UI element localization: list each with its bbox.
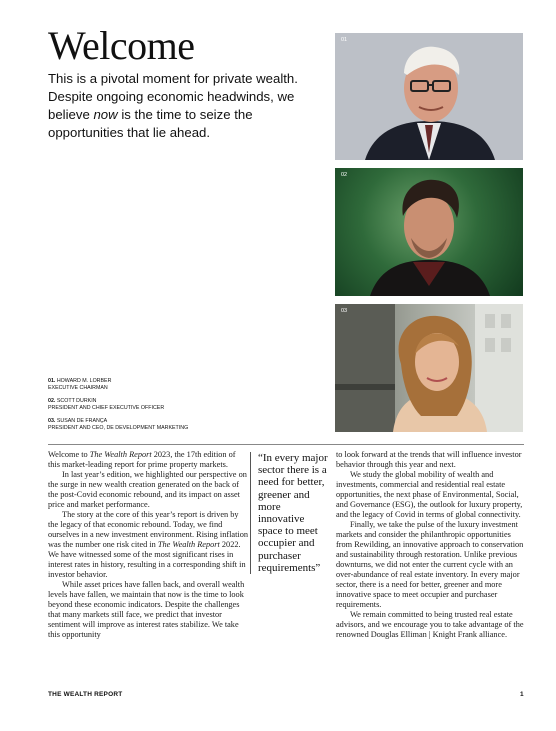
body-paragraph: In last year’s edition, we highlighted our perspective on the surge in new wealth creation generated on the back of the post-Covid economic rebound, and its impact on asset price and market performance. <box>48 470 247 509</box>
intro-text-1: This is a pivotal moment for private wealth. Despite ongoing economic headwinds, we believe <box>48 71 298 122</box>
photo-scott-durkin <box>335 168 523 296</box>
body-paragraph <box>48 510 248 580</box>
caption-1 <box>48 378 328 391</box>
body-column-3 <box>336 450 526 640</box>
pull-quote: “In every major sector there is a need for better, greener and more innovative space to meet occupier and purchaser requirements” <box>250 452 328 574</box>
body-paragraph: We remain committed to being trusted real estate advisors, and we encourage you to take advantage of the renowned Douglas Elliman | Knight Frank alliance. <box>336 610 524 639</box>
page-title: Welcome <box>48 23 195 68</box>
photo-howard-lorber <box>335 33 523 160</box>
body-text: 2023, the 17th edition of this market-leading report for prime property markets. <box>48 450 236 469</box>
caption-number: 01. <box>48 378 56 384</box>
publication-title: The Wealth Report <box>157 540 220 549</box>
publication-title: The Wealth Report <box>89 450 152 459</box>
caption-role: PRESIDENT AND CEO, DE DEVELOPMENT MARKETING <box>48 424 189 431</box>
intro-paragraph <box>48 70 298 142</box>
caption-role: EXECUTIVE CHAIRMAN <box>48 384 108 391</box>
body-paragraph: We study the global mobility of wealth and investments, commercial and residential real estate opportunities, the next phase of Environmental, Social, and Governance (ESG), the outlook for luxury property, and the legacy of Covid in terms of global connectivity. <box>336 470 523 519</box>
photo-number: 03 <box>341 308 348 314</box>
photo-captions <box>48 378 328 438</box>
caption-2 <box>48 398 328 411</box>
caption-number: 03. <box>48 418 56 424</box>
photo-number: 02 <box>341 172 348 178</box>
portrait-image <box>335 168 523 296</box>
body-column-1 <box>48 450 248 640</box>
body-paragraph <box>48 450 248 470</box>
page-number: 1 <box>520 691 524 698</box>
portrait-image <box>335 33 523 160</box>
caption-number: 02. <box>48 398 56 404</box>
body-paragraph: Finally, we take the pulse of the luxury investment markets and consider the philanthropic opportunities from Rewilding, an innovative approach to conservation and sustainability through restoration. Unlike previous downturns, we did not enter the current cycle with an over-abundance of real estate inventory. In every major sector, there is a need for better, greener and more innovative space to meet occupier and purchaser requirements. <box>336 520 524 609</box>
caption-role: PRESIDENT AND CHIEF EXECUTIVE OFFICER <box>48 404 165 411</box>
portrait-image <box>335 304 523 432</box>
body-text: Welcome to <box>48 450 90 459</box>
body-text: The story at the core of this year’s report is driven by the legacy of that economic rebound. Today, we find ourselves in a new investment environment. Rising inflation was the number one risk cited in <box>48 510 249 549</box>
body-paragraph: While asset prices have fallen back, and overall wealth levels have fallen, we maintain that now is the time to look beyond these economic indicators. Despite the challenges that many markets still face, we predict that investor sentiment will improve as interest rates stabilize. We take this opportunity <box>48 580 245 639</box>
caption-name: SUSAN DE FRANÇA <box>56 418 108 424</box>
intro-emphasis: now <box>93 107 118 122</box>
body-paragraph: to look forward at the trends that will influence investor behavior through this year and next. <box>336 450 522 469</box>
body-text: 2022. We have witnessed some of the most significant rises in interest rates in history, resulting in a corresponding shift in investor behavior. <box>48 540 246 579</box>
caption-name: HOWARD M. LORBER <box>56 378 112 384</box>
caption-name: SCOTT DURKIN <box>56 398 97 404</box>
section-divider <box>48 444 524 445</box>
photo-susan-de-franca <box>335 304 523 432</box>
photo-number: 01 <box>341 37 348 43</box>
intro-text-2: is the time to seize the opportunities that lie ahead. <box>48 107 253 140</box>
footer-publication-name: THE WEALTH REPORT <box>48 691 123 698</box>
caption-3 <box>48 418 328 431</box>
